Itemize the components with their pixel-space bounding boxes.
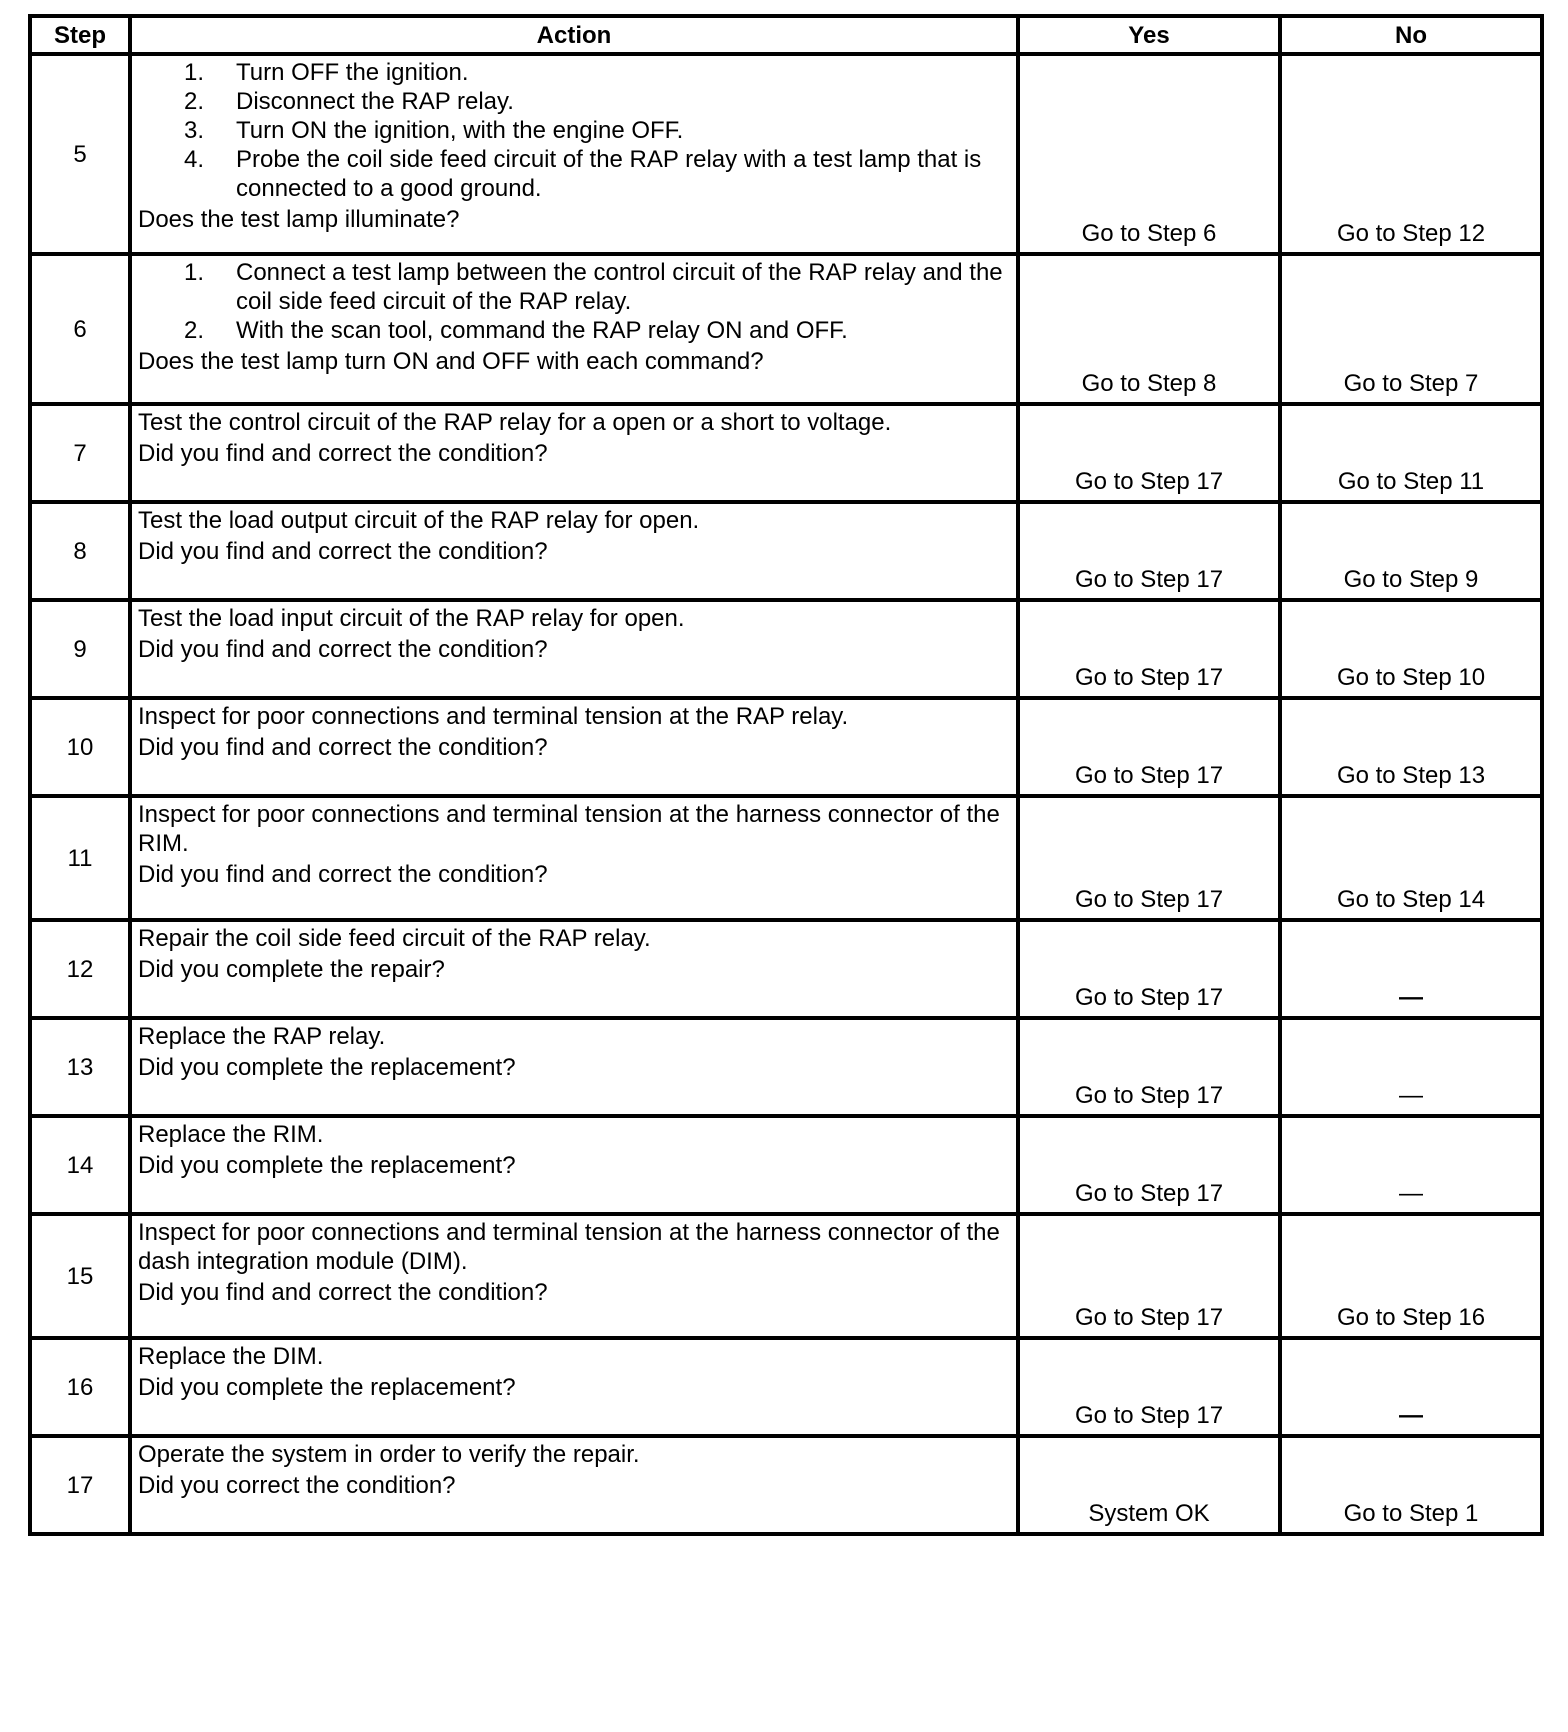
- substep-item: [184, 58, 1010, 87]
- step-number: 9: [30, 600, 130, 698]
- step-number: 13: [30, 1018, 130, 1116]
- no-result: —: [1280, 920, 1542, 1018]
- step-number: 7: [30, 404, 130, 502]
- diagnostic-table: [28, 14, 1544, 1536]
- step-number: 11: [30, 796, 130, 920]
- substep-number: 1.: [184, 59, 205, 86]
- step-number: 5: [30, 54, 130, 254]
- instruction-text: Inspect for poor connections and terminal tension at the harness connector of the dash integration module (DIM).: [138, 1219, 1000, 1275]
- table-row: [30, 698, 1542, 796]
- substep-text: Probe the coil side feed circuit of the RAP relay with a test lamp that is connected to a good ground.: [236, 146, 982, 202]
- header-no: No: [1280, 16, 1542, 54]
- no-result: Go to Step 12: [1280, 54, 1542, 254]
- table-row: [30, 1436, 1542, 1534]
- header-step: Step: [30, 16, 130, 54]
- substep-text: Disconnect the RAP relay.: [236, 88, 514, 115]
- step-number: 6: [30, 254, 130, 404]
- no-result: Go to Step 13: [1280, 698, 1542, 796]
- table-row: [30, 600, 1542, 698]
- table-row: [30, 1214, 1542, 1338]
- question-text: Did you find and correct the condition?: [138, 1279, 548, 1306]
- action-cell: [130, 1116, 1018, 1214]
- question-text: Did you find and correct the condition?: [138, 636, 548, 663]
- table-row: [30, 796, 1542, 920]
- substep-text: Connect a test lamp between the control circuit of the RAP relay and the coil side feed circuit of the RAP relay.: [236, 259, 1003, 315]
- table-row: [30, 404, 1542, 502]
- question-text: Did you find and correct the condition?: [138, 734, 548, 761]
- question-text: Does the test lamp turn ON and OFF with each command?: [138, 348, 764, 375]
- question-text: Did you find and correct the condition?: [138, 538, 548, 565]
- yes-result: Go to Step 17: [1018, 600, 1280, 698]
- instruction-text: Test the control circuit of the RAP relay for a open or a short to voltage.: [138, 409, 892, 436]
- header-row: [30, 16, 1542, 54]
- action-cell: [130, 600, 1018, 698]
- instruction-text: Test the load input circuit of the RAP relay for open.: [138, 605, 685, 632]
- instruction-text: Test the load output circuit of the RAP relay for open.: [138, 507, 700, 534]
- table-row: [30, 1116, 1542, 1214]
- substep-item: [184, 145, 1010, 203]
- substep-item: [184, 316, 1010, 345]
- no-result: Go to Step 1: [1280, 1436, 1542, 1534]
- instruction-text: Repair the coil side feed circuit of the RAP relay.: [138, 925, 651, 952]
- question-text: Did you find and correct the condition?: [138, 861, 548, 888]
- instruction-text: Operate the system in order to verify the repair.: [138, 1441, 640, 1468]
- action-cell: [130, 254, 1018, 404]
- substep-list: [138, 58, 1010, 203]
- instruction-text: Inspect for poor connections and terminal tension at the harness connector of the RIM.: [138, 801, 1000, 857]
- question-text: Did you complete the repair?: [138, 956, 445, 983]
- instruction-text: Replace the RIM.: [138, 1121, 324, 1148]
- substep-number: 1.: [184, 259, 205, 286]
- substep-text: Turn ON the ignition, with the engine OFF.: [236, 117, 684, 144]
- instruction-text: Replace the DIM.: [138, 1343, 324, 1370]
- question-text: Did you find and correct the condition?: [138, 440, 548, 467]
- substep-number: 2.: [184, 317, 205, 344]
- yes-result: Go to Step 6: [1018, 54, 1280, 254]
- table-row: [30, 920, 1542, 1018]
- no-result: —: [1280, 1338, 1542, 1436]
- substep-text: With the scan tool, command the RAP relay ON and OFF.: [236, 317, 848, 344]
- table-row: [30, 502, 1542, 600]
- yes-result: Go to Step 8: [1018, 254, 1280, 404]
- substep-item: [184, 87, 1010, 116]
- action-cell: [130, 1018, 1018, 1116]
- yes-result: Go to Step 17: [1018, 1214, 1280, 1338]
- yes-result: Go to Step 17: [1018, 502, 1280, 600]
- yes-result: Go to Step 17: [1018, 404, 1280, 502]
- yes-result: System OK: [1018, 1436, 1280, 1534]
- question-text: Did you complete the replacement?: [138, 1374, 516, 1401]
- step-number: 17: [30, 1436, 130, 1534]
- yes-result: Go to Step 17: [1018, 1018, 1280, 1116]
- action-cell: [130, 698, 1018, 796]
- substep-number: 2.: [184, 88, 205, 115]
- no-result: Go to Step 7: [1280, 254, 1542, 404]
- yes-result: Go to Step 17: [1018, 1338, 1280, 1436]
- question-text: Did you correct the condition?: [138, 1472, 456, 1499]
- no-result: Go to Step 14: [1280, 796, 1542, 920]
- substep-text: Turn OFF the ignition.: [236, 59, 469, 86]
- instruction-text: Inspect for poor connections and terminal tension at the RAP relay.: [138, 703, 849, 730]
- substep-number: 3.: [184, 117, 205, 144]
- substep-list: [138, 258, 1010, 345]
- question-text: Does the test lamp illuminate?: [138, 206, 460, 233]
- action-cell: [130, 502, 1018, 600]
- action-cell: [130, 1214, 1018, 1338]
- substep-item: [184, 258, 1010, 316]
- action-cell: [130, 1338, 1018, 1436]
- step-number: 10: [30, 698, 130, 796]
- no-result: Go to Step 16: [1280, 1214, 1542, 1338]
- table-row: [30, 1338, 1542, 1436]
- step-number: 16: [30, 1338, 130, 1436]
- action-cell: [130, 796, 1018, 920]
- header-yes: Yes: [1018, 16, 1280, 54]
- yes-result: Go to Step 17: [1018, 796, 1280, 920]
- table-row: [30, 54, 1542, 254]
- no-result: Go to Step 9: [1280, 502, 1542, 600]
- yes-result: Go to Step 17: [1018, 920, 1280, 1018]
- no-result: —: [1280, 1116, 1542, 1214]
- yes-result: Go to Step 17: [1018, 1116, 1280, 1214]
- header-action: Action: [130, 16, 1018, 54]
- action-cell: [130, 404, 1018, 502]
- step-number: 15: [30, 1214, 130, 1338]
- step-number: 8: [30, 502, 130, 600]
- action-cell: [130, 1436, 1018, 1534]
- step-number: 12: [30, 920, 130, 1018]
- no-result: Go to Step 11: [1280, 404, 1542, 502]
- question-text: Did you complete the replacement?: [138, 1152, 516, 1179]
- question-text: Did you complete the replacement?: [138, 1054, 516, 1081]
- substep-number: 4.: [184, 146, 205, 173]
- diagnostic-table-page: [28, 14, 1540, 1536]
- yes-result: Go to Step 17: [1018, 698, 1280, 796]
- substep-item: [184, 116, 1010, 145]
- no-result: —: [1280, 1018, 1542, 1116]
- no-result: Go to Step 10: [1280, 600, 1542, 698]
- table-row: [30, 1018, 1542, 1116]
- action-cell: [130, 920, 1018, 1018]
- action-cell: [130, 54, 1018, 254]
- step-number: 14: [30, 1116, 130, 1214]
- table-row: [30, 254, 1542, 404]
- instruction-text: Replace the RAP relay.: [138, 1023, 386, 1050]
